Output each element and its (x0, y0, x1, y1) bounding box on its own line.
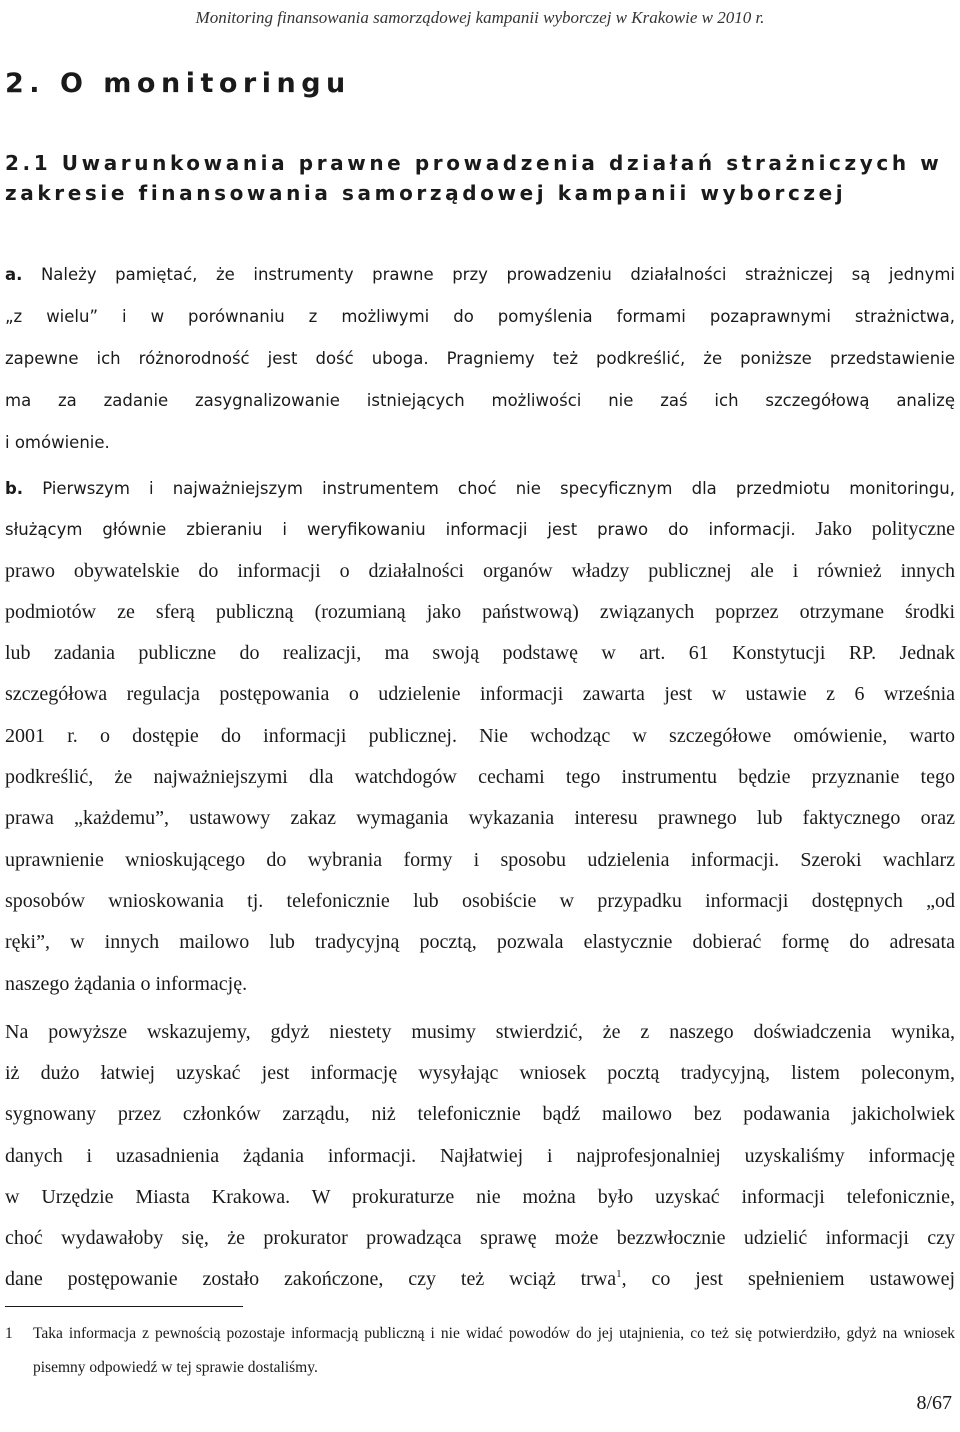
paragraph-b-line-6: szczegółowa regulacja postępowania o udzielenie informacji zawarta jest w ustawie z 6 września (5, 683, 955, 706)
paragraph-b (5, 468, 955, 1005)
paragraph-c-line-2: iż dużo łatwiej uzyskać jest informację wysyłając wniosek pocztą tradycyjną, listem poleconym, (5, 1062, 955, 1085)
footnote-reference[interactable]: 1 (616, 1268, 622, 1281)
footnote-separator (5, 1306, 243, 1307)
paragraph-a-line-1-text: Należy pamiętać, że instrumenty prawne przy prowadzeniu działalności strażniczej są jednymi (40, 265, 955, 284)
paragraph-b-line-13: naszego żądania o informację. (5, 972, 248, 995)
footnote-text: Taka informacja z pewnością pozostaje informacją publiczną i nie widać powodów do jej utajnienia, co też się potwierdziło, gdyż na wniosek pisemny odpowiedź w tej sprawie dostaliśmy. (33, 1325, 955, 1376)
paragraph-b-line-12: ręki”, w innych mailowo lub tradycyjną pocztą, pozwala elastycznie dobierać formę do adresata (5, 931, 955, 954)
paragraph-a-line-1 (5, 254, 955, 296)
paragraph-c-line-5: w Urzędzie Miasta Krakowa. W prokuraturze nie można było uzyskać informacji telefonicznie, (5, 1185, 955, 1208)
paragraph-a-marker: a. (5, 265, 23, 284)
paragraph-b-line-9: prawa „każdemu”, ustawowy zakaz wymagania wykazania interesu prawnego lub faktycznego oraz (5, 807, 955, 830)
subsection-heading: 2.1 Uwarunkowania prawne prowadzenia działań strażniczych w zakresie finansowania samorządowej kampanii wyborczej (5, 151, 943, 205)
paragraph-b-line-8: podkreślić, że najważniejszymi dla watchdogów cechami tego instrumentu będzie przyznanie tego (5, 766, 955, 789)
paragraph-b-line-2-serif: Jako polityczne (795, 518, 955, 541)
paragraph-b-line-2-sans: służącym głównie zbieraniu i weryfikowaniu informacji jest prawo do informacji. (5, 520, 796, 540)
paragraph-a-line-2: „z wielu” i w porównaniu z możliwymi do pomyślenia formami pozaprawnymi strażnictwa, (5, 307, 955, 326)
paragraph-c (5, 1012, 955, 1300)
paragraph-b-line-1 (5, 468, 955, 509)
running-header: Monitoring finansowania samorządowej kampanii wyborczej w Krakowie w 2010 r. (195, 8, 765, 27)
footnote (5, 1317, 955, 1385)
paragraph-a-line-5: i omówienie. (5, 433, 110, 452)
paragraph-c-line-3: sygnowany przez członków zarządu, niż telefonicznie bądź mailowo bez podawania jakicholwiek (5, 1103, 955, 1126)
paragraph-a-line-3: zapewne ich różnorodność jest dość uboga. Pragniemy też podkreślić, że poniższe przedstawienie (5, 349, 955, 368)
paragraph-b-line-4: podmiotów ze sferą publiczną (rozumianą jako państwową) związanych poprzez otrzymane środki (5, 600, 955, 623)
paragraph-b-line-11: sposobów wnioskowania tj. telefonicznie lub osobiście w przypadku informacji dostępnych „od (5, 889, 955, 912)
paragraph-b-line-5: lub zadania publiczne do realizacji, ma swoją podstawę w art. 61 Konstytucji RP. Jednak (5, 642, 955, 665)
footnote-number: 1 (5, 1325, 13, 1342)
paragraph-c-line-4: danych i uzasadnienia żądania informacji. Najłatwiej i najprofesjonalniej uzyskaliśmy informację (5, 1144, 955, 1167)
paragraph-c-line-1: Na powyższe wskazujemy, gdyż niestety musimy stwierdzić, że z naszego doświadczenia wynika, (5, 1021, 955, 1043)
paragraph-c-line-7-end: , co jest spełnieniem ustawowej (621, 1268, 956, 1291)
paragraph-c-line-7-start: dane postępowanie zostało zakończone, czy też wciąż trwa (5, 1268, 617, 1291)
paragraph-b-line-7: 2001 r. o dostępie do informacji publicznej. Nie wchodząc w szczegółowe omówienie, warto (5, 724, 955, 747)
paragraph-c-line-6: choć wydawałoby się, że prokurator prowadząca sprawę może bezzwłocznie udzielić informacji czy (5, 1227, 955, 1250)
paragraph-b-line-1-text: Pierwszym i najważniejszym instrumentem choć nie specyficznym dla przedmiotu monitoringu, (42, 479, 955, 498)
paragraph-b-line-3: prawo obywatelskie do informacji o działalności organów władzy publicznej ale i również innych (5, 559, 955, 582)
paragraph-b-marker: b. (5, 479, 24, 498)
section-heading: 2. O monitoringu (5, 68, 351, 99)
paragraph-a (5, 254, 955, 464)
paragraph-b-line-2 (5, 509, 955, 550)
paragraph-b-line-10: uprawnienie wnioskującego do wybrania formy i sposobu udzielenia informacji. Szeroki wachlarz (5, 848, 955, 871)
page-number: 8/67 (916, 1392, 952, 1414)
paragraph-c-line-7 (5, 1259, 955, 1300)
paragraph-a-line-4: ma za zadanie zasygnalizowanie istniejących możliwości nie zaś ich szczegółową analizę (5, 391, 955, 410)
